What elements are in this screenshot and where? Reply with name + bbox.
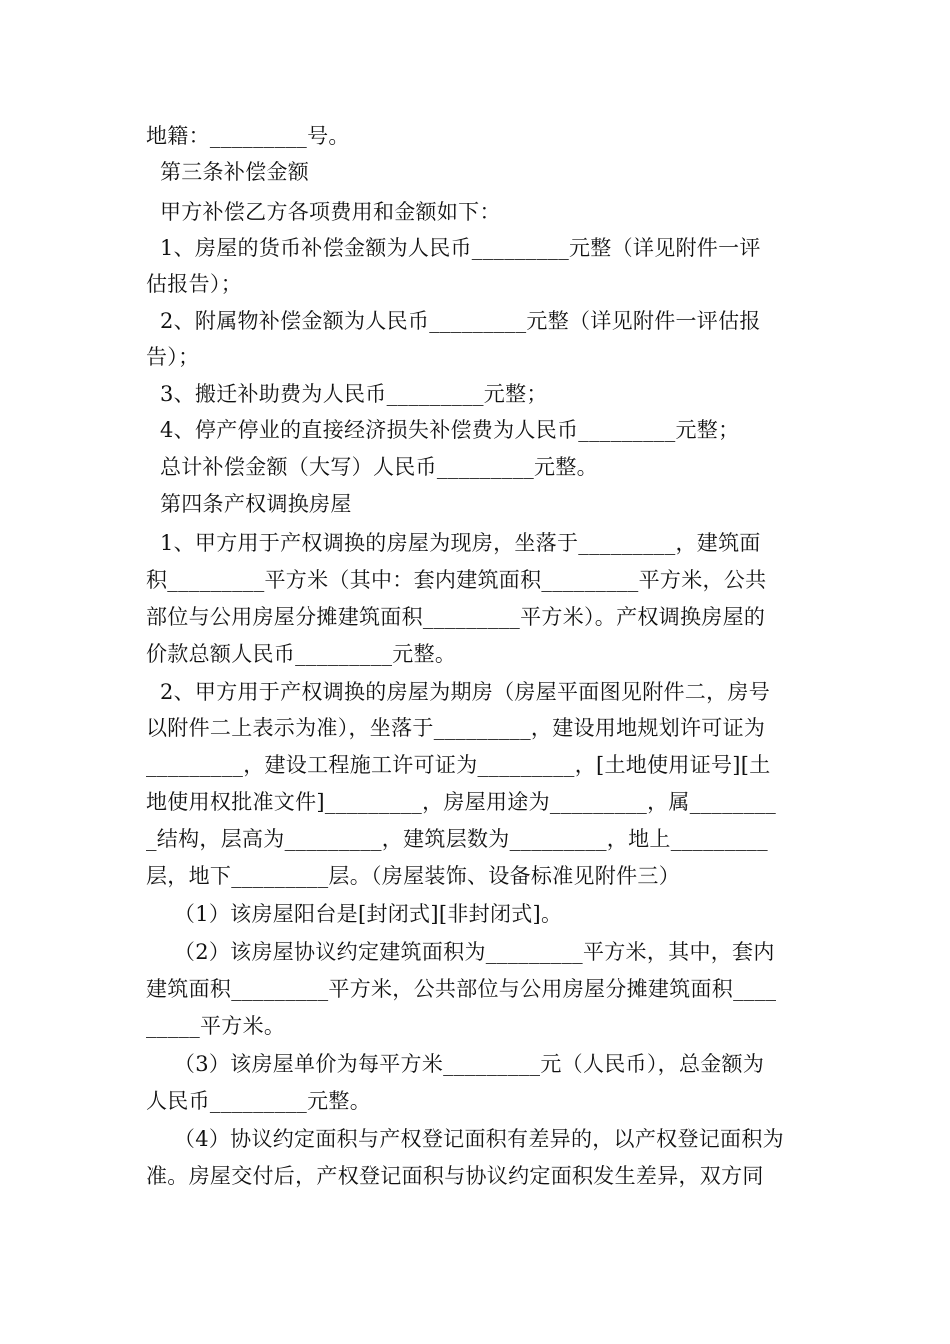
text-line: 告）； xyxy=(146,345,200,369)
text-line: 准。房屋交付后，产权登记面积与协议约定面积发生差异，双方同 xyxy=(146,1164,764,1188)
text-line: _结构，层高为_________，建筑层数为_________，地上_________ xyxy=(146,827,768,851)
text-line: 2、甲方用于产权调换的房屋为期房（房屋平面图见附件二，房号 xyxy=(146,680,771,704)
text-line: _________，建设工程施工许可证为_________，[土地使用证号][土 xyxy=(146,753,771,777)
text-line: 甲方补偿乙方各项费用和金额如下： xyxy=(146,200,501,224)
text-line: 价款总额人民币_________元整。 xyxy=(146,642,457,666)
text-line: 积_________平方米（其中：套内建筑面积_________平方米，公共 xyxy=(146,568,767,592)
text-line: 1、甲方用于产权调换的房屋为现房，坐落于_________，建筑面 xyxy=(146,531,761,555)
text-line: 层，地下_________层。（房屋装饰、设备标准见附件三） xyxy=(146,864,680,888)
text-line: 4、停产停业的直接经济损失补偿费为人民币_________元整； xyxy=(146,418,740,442)
text-line: （3）该房屋单价为每平方米_________元（人民币），总金额为 xyxy=(146,1052,765,1076)
section-heading: 第三条补偿金额 xyxy=(146,160,310,184)
text-line: 地使用权批准文件]_________，房屋用途为_________，属________ xyxy=(146,790,777,814)
text-line: 人民币_________元整。 xyxy=(146,1089,371,1113)
text-line: （4）协议约定面积与产权登记面积有差异的，以产权登记面积为 xyxy=(146,1127,784,1151)
text-line: 地籍：_________号。 xyxy=(146,124,350,148)
text-line: 建筑面积_________平方米，公共部位与公用房屋分摊建筑面积____ xyxy=(146,977,777,1001)
text-line: 总计补偿金额（大写）人民币_________元整。 xyxy=(146,455,598,479)
text-line: （2）该房屋协议约定建筑面积为_________平方米，其中，套内 xyxy=(146,940,775,964)
text-line: （1）该房屋阳台是[封闭式][非封闭式]。 xyxy=(146,902,563,926)
text-line: 估报告）； xyxy=(146,272,242,296)
text-line: 1、房屋的货币补偿金额为人民币_________元整（详见附件一评 xyxy=(146,236,761,260)
text-line: 部位与公用房屋分摊建筑面积_________平方米）。产权调换房屋的 xyxy=(146,605,766,629)
text-line: _____平方米。 xyxy=(146,1014,286,1038)
text-line: 3、搬迁补助费为人民币_________元整； xyxy=(146,382,548,406)
section-heading: 第四条产权调换房屋 xyxy=(146,492,352,516)
text-line: 2、附属物补偿金额为人民币_________元整（详见附件一评估报 xyxy=(146,309,761,333)
text-line: 以附件二上表示为准），坐落于_________，建设用地规划许可证为 xyxy=(146,716,766,740)
